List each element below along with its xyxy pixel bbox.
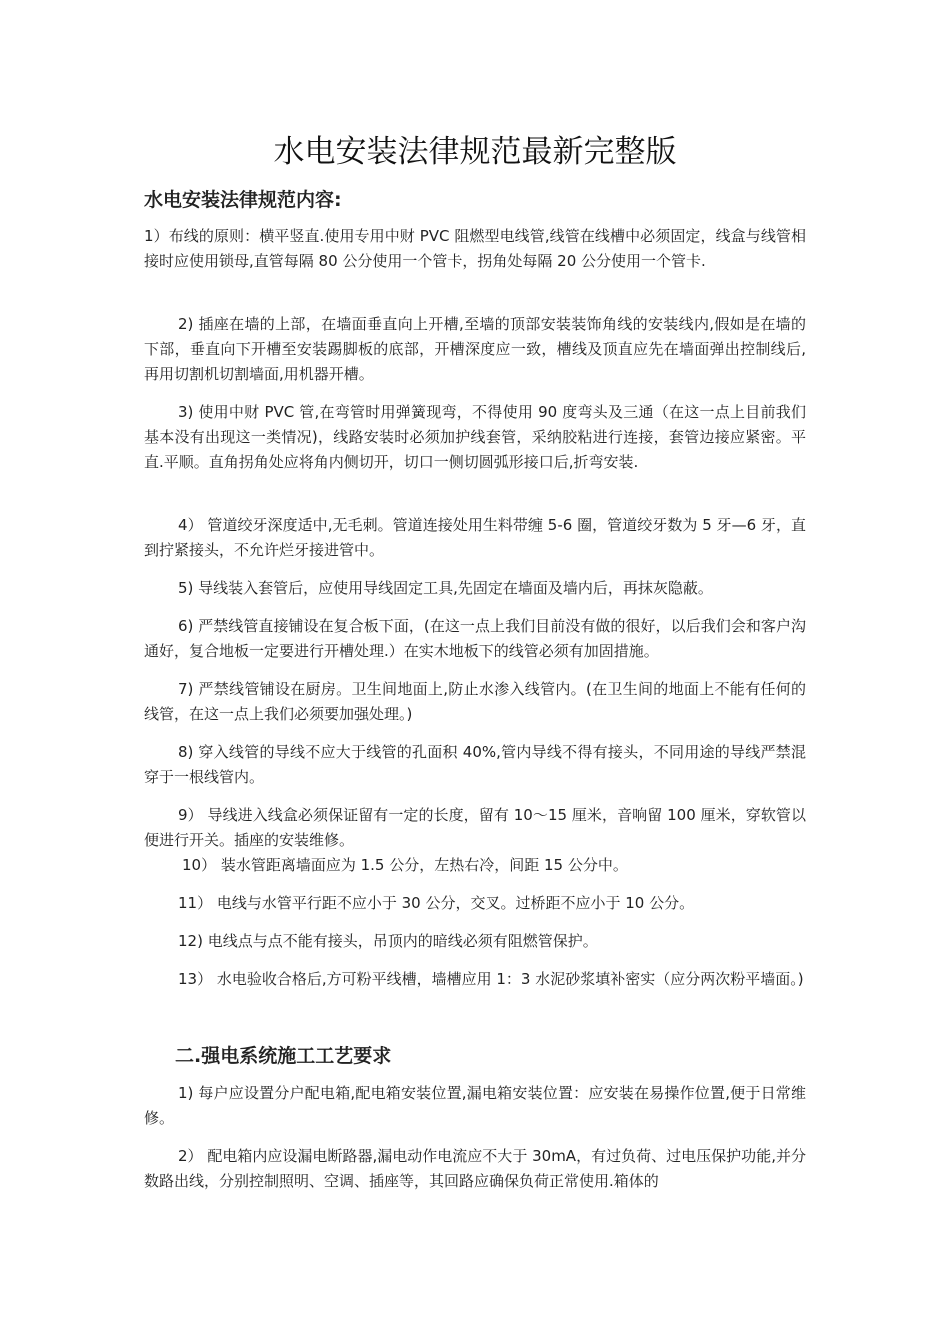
paragraph-9: 9） 导线进入线盒必须保证留有一定的长度，留有 10～15 厘米，音响留 100 厘米，穿软管以便进行开关。插座的安装维修。 (144, 806, 806, 849)
paragraph-5: 5) 导线装入套管后，应使用导线固定工具,先固定在墙面及墙内后，再抹灰隐蔽。 (178, 579, 713, 597)
paragraph-7: 7) 严禁线管铺设在厨房。卫生间地面上,防止水渗入线管内。(在卫生间的地面上不能有任何的线管，在这一点上我们必须要加强处理。) (144, 680, 806, 723)
document-title: 水电安装法律规范最新完整版 (273, 134, 677, 170)
paragraph-4: 4） 管道绞牙深度适中,无毛刺。管道连接处用生料带缠 5-6 圈，管道绞牙数为 5 牙—6 牙，直到拧紧接头，不允许烂牙接进管中。 (144, 516, 806, 559)
section-heading: 水电安装法律规范内容: (144, 189, 342, 211)
section-heading-2: 二.强电系统施工工艺要求 (175, 1045, 392, 1067)
paragraph-2: 2) 插座在墙的上部，在墙面垂直向上开槽,至墙的顶部安装装饰角线的安装线内,假如是在墙的下部，垂直向下开槽至安装踢脚板的底部，开槽深度应一致，槽线及顶直应先在墙面弹出控制线后,再用切割机切割墙面,用机器开槽。 (144, 315, 806, 383)
paragraph-8: 8) 穿入线管的导线不应大于线管的孔面积 40%,管内导线不得有接头，不同用途的导线严禁混穿于一根线管内。 (144, 743, 806, 786)
paragraph-10: 10） 装水管距离墙面应为 1.5 公分，左热右冷，间距 15 公分中。 (182, 856, 628, 874)
paragraph-1: 1）布线的原则：横平竖直.使用专用中财 PVC 阻燃型电线管,线管在线槽中必须固定，线盒与线管相接时应使用锁母,直管每隔 80 公分使用一个管卡，拐角处每隔 20 公分使用一个管卡. (144, 227, 806, 270)
paragraph-13: 13） 水电验收合格后,方可粉平线槽，墙槽应用 1：3 水泥砂浆填补密实（应分两次粉平墙面。) (178, 970, 804, 988)
paragraph-12: 12) 电线点与点不能有接头，吊顶内的暗线必须有阻燃管保护。 (178, 932, 598, 950)
paragraph-15: 2） 配电箱内应设漏电断路器,漏电动作电流应不大于 30mA，有过负荷、过电压保护功能,并分数路出线，分别控制照明、空调、插座等，其回路应确保负荷正常使用.箱体的 (144, 1147, 806, 1190)
paragraph-6: 6) 严禁线管直接铺设在复合板下面，(在这一点上我们目前没有做的很好，以后我们会和客户沟通好，复合地板一定要进行开槽处理.）在实木地板下的线管必须有加固措施。 (144, 617, 806, 660)
paragraph-11: 11） 电线与水管平行距不应小于 30 公分，交叉。过桥距不应小于 10 公分。 (178, 894, 695, 912)
paragraph-14: 1) 每户应设置分户配电箱,配电箱安装位置,漏电箱安装位置：应安装在易操作位置,便于日常维修。 (144, 1084, 806, 1127)
paragraph-3: 3) 使用中财 PVC 管,在弯管时用弹簧现弯，不得使用 90 度弯头及三通（在这一点上目前我们基本没有出现这一类情况)，线路安装时必须加护线套管，采纳胶粘进行连接，套管边接应紧密。平直.平顺。直角拐角处应将角内侧切开，切口一侧切圆弧形接口后,折弯安装. (144, 403, 806, 471)
